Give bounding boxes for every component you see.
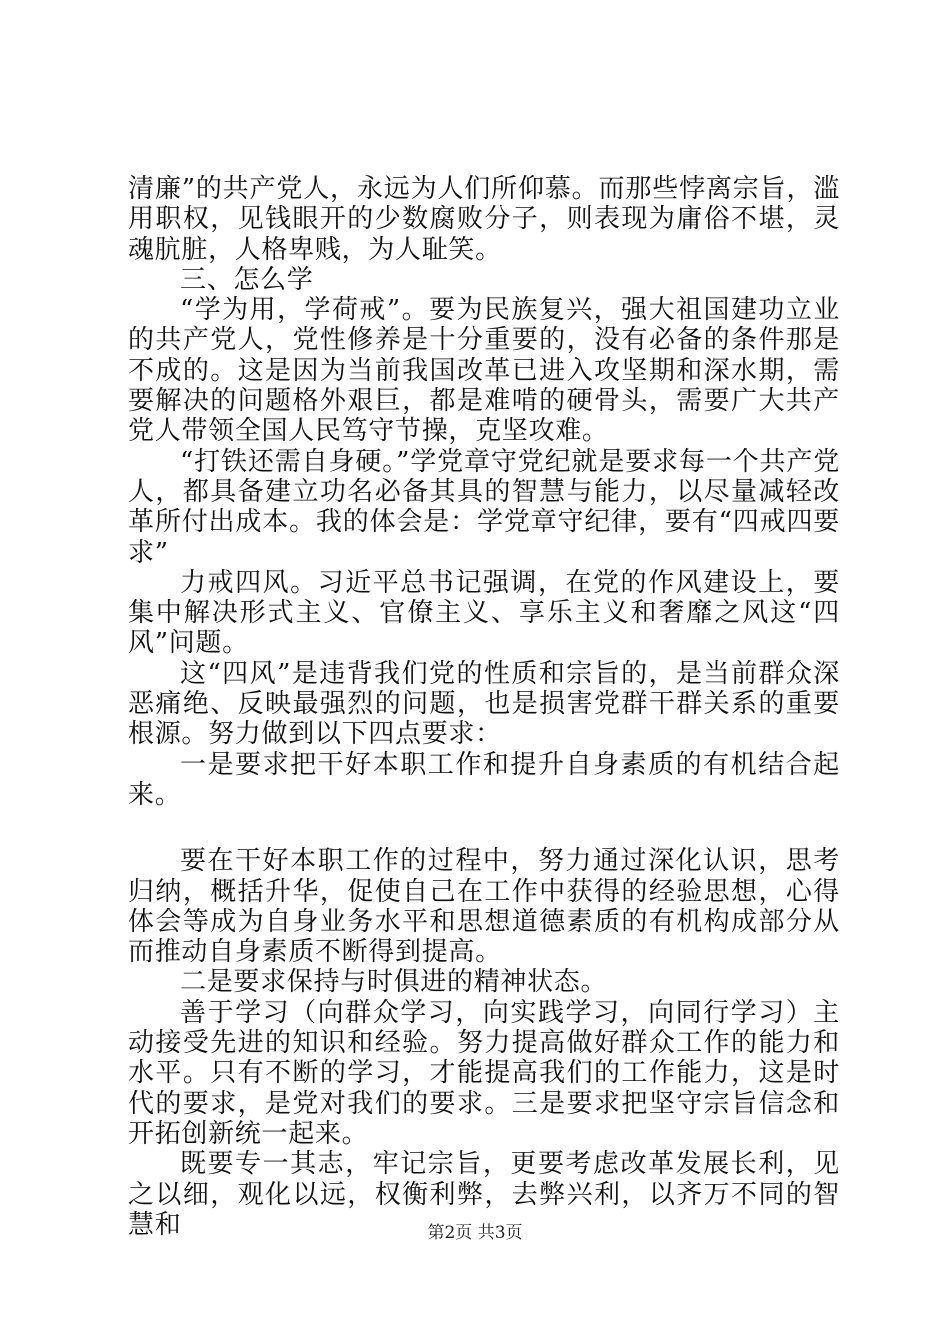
document-body — [128, 174, 840, 1240]
paragraph: 善于学习（向群众学习，向实践学习，向同行学习）主动接受先进的知识和经验。努力提高做好群众工作的能力和水平。只有不断的学习，才能提高我们的工作能力，这是时代的要求，是党对我们的要求。三是要求把坚守宗旨信念和开拓创新统一起来。 — [128, 997, 840, 1149]
page-footer: 第2页 共3页 — [427, 1223, 523, 1243]
paragraph: 力戒四风。习近平总书记强调，在党的作风建设上，要集中解决形式主义、官僚主义、享乐主义和奢靡之风这“四风”问题。 — [128, 567, 840, 659]
paragraph-continuation: 清廉”的共产党人，永远为人们所仰慕。而那些悖离宗旨，滥用职权，见钱眼开的少数腐败分子，则表现为庸俗不堪，灵魂肮脏，人格卑贱，为人耻笑。 — [128, 174, 840, 265]
paragraph: 这“四风”是违背我们党的性质和宗旨的，是当前群众深恶痛绝、反映最强烈的问题，也是损害党群干群关系的重要根源。努力做到以下四点要求： — [128, 658, 840, 750]
paragraph: “学为用，学荷戒”。要为民族复兴，强大祖国建功立业的共产党人，党性修养是十分重要的，没有必备的条件那是不成的。这是因为当前我国改革已进入攻坚期和深水期，需要解决的问题格外艰巨，都是难啃的硬骨头，需要广大共产党人带领全国人民笃守节操，克坚攻难。 — [128, 295, 840, 447]
paragraph: 既要专一其志，牢记宗旨，更要考虑改革发展长利，见之以细，观化以远，权衡利弊，去弊兴利，以齐万不同的智慧和 — [128, 1149, 840, 1240]
paragraph: 二是要求保持与时俱进的精神状态。 — [180, 967, 608, 998]
paragraph: 一是要求把干好本职工作和提升自身素质的有机结合起来。 — [128, 749, 840, 810]
paragraph: 要在干好本职工作的过程中，努力通过深化认识，思考归纳，概括升华，促使自己在工作中获得的经验思想，心得体会等成为自身业务水平和思想道德素质的有机构成部分从而推动自身素质不断得到提高。 — [128, 846, 840, 968]
blank-spacer — [128, 810, 840, 846]
paragraph: “打铁还需自身硬。”学党章守党纪就是要求每一个共产党人，都具备建立功名必备其具的智慧与能力，以尽量减轻改革所付出成本。我的体会是：学党章守纪律，要有“四戒四要求” — [128, 446, 840, 568]
section-heading: 三、怎么学 — [180, 264, 314, 295]
